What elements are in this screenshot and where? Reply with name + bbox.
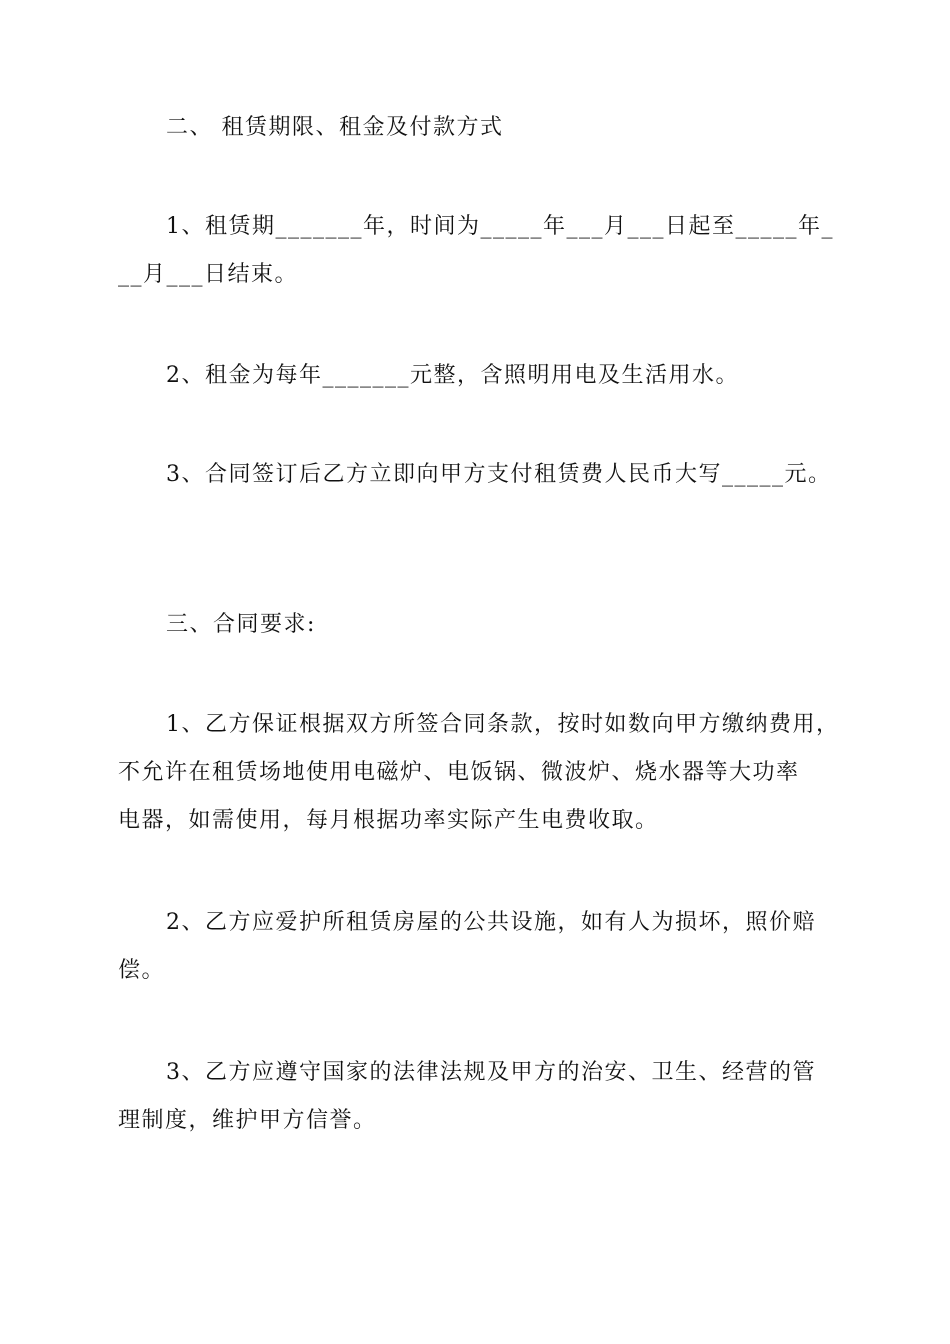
section-2-heading-text: 二、 租赁期限、租金及付款方式 xyxy=(166,115,504,140)
section-3-item-2-line-1: 2、乙方应爱护所租赁房屋的公共设施，如有人为损坏，照价赔 xyxy=(166,910,816,935)
section-3-item-1-line-3: 电器，如需使用，每月根据功率实际产生电费收取。 xyxy=(118,808,659,833)
section-2-item-1-line-2: __月___日结束。 xyxy=(118,262,299,287)
section-3-heading-text: 三、合同要求: xyxy=(166,612,316,637)
section-2-item-1-line-1: 1、租赁期_______年，时间为_____年___月___日起至_____年_ xyxy=(166,214,834,239)
section-3-heading xyxy=(118,601,838,649)
section-2-item-3-line-1: 3、合同签订后乙方立即向甲方支付租赁费人民币大写_____元。 xyxy=(166,462,832,487)
section-3-item-1 xyxy=(118,701,838,845)
section-3-item-1-line-2: 不允许在租赁场地使用电磁炉、电饭锅、微波炉、烧水器等大功率 xyxy=(118,760,800,785)
section-2-heading xyxy=(118,104,838,152)
section-3-item-3 xyxy=(118,1049,838,1145)
section-3-item-2 xyxy=(118,899,838,995)
section-3-item-2-line-2: 偿。 xyxy=(118,958,166,983)
section-2-item-1 xyxy=(118,203,838,299)
section-3-item-3-line-1: 3、乙方应遵守国家的法律法规及甲方的治安、卫生、经营的管 xyxy=(166,1060,816,1085)
section-3-item-3-line-2: 理制度，维护甲方信誉。 xyxy=(118,1108,377,1133)
section-3-item-1-line-1: 1、乙方保证根据双方所签合同条款，按时如数向甲方缴纳费用， xyxy=(166,712,840,737)
section-2-item-3 xyxy=(118,451,838,499)
section-2-item-2-line-1: 2、租金为每年_______元整，含照明用电及生活用水。 xyxy=(166,363,739,388)
section-2-item-2 xyxy=(118,352,838,400)
